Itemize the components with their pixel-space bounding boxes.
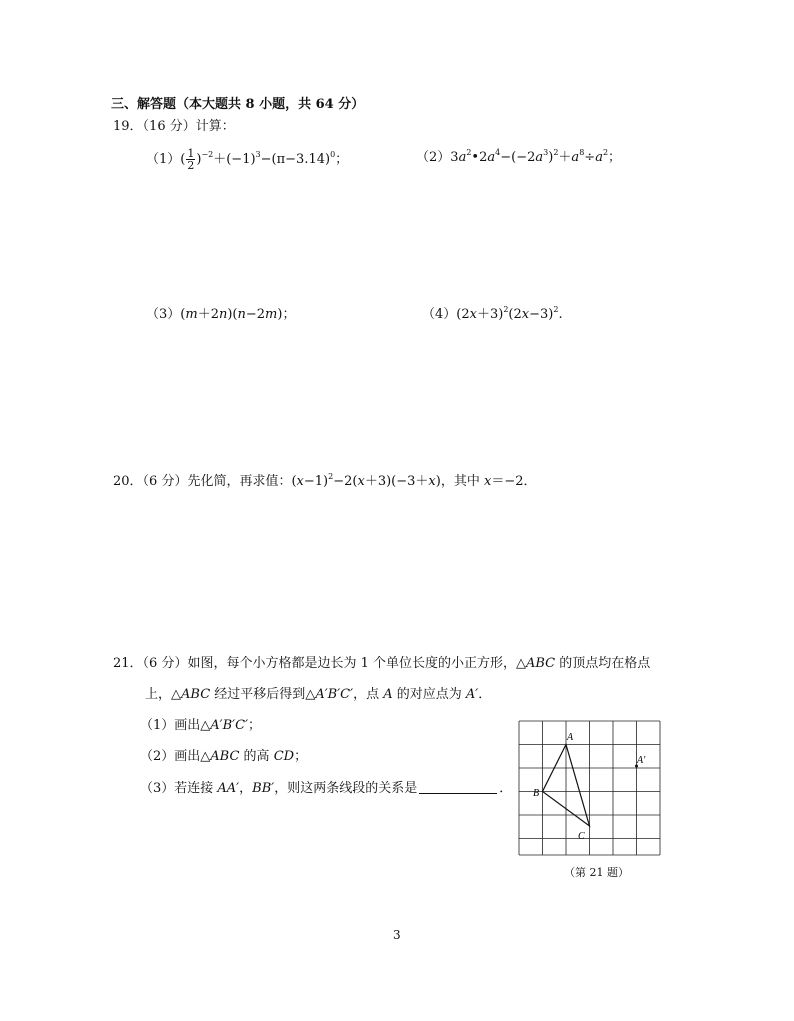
q20-text-b: ，其中	[440, 474, 484, 489]
q20: 20．（6 分）先化简，再求值：$(x-1)^2-2(x+3)(-3+x)$，其中 x＝−2．	[113, 472, 537, 489]
page-number: 3	[393, 928, 401, 942]
q19-part2-label: （2）	[416, 150, 451, 165]
label-a: A	[567, 732, 574, 743]
q21-item2-text: （2）画出	[140, 749, 201, 764]
q21-line2: 上，△ABC 经过平移后得到△A′B′C′，点 A 的对应点为 A′．	[145, 687, 492, 702]
answer-blank[interactable]	[419, 781, 497, 794]
q19-part2: $(2)3a^2•2a^4-(-2a^3)^2+a^8\div a^2$；	[416, 148, 622, 165]
q21-item1: （1）画出△A′B′C′；	[140, 718, 262, 733]
q21-item3: （3）若连接 AA′，BB′，则这两条线段的关系是 ．	[140, 781, 513, 796]
q20-text-c: ．	[523, 474, 537, 489]
q19-intro: （16 分）计算：	[142, 119, 235, 134]
q21-line2-e: ．	[478, 687, 492, 702]
q19-number: 19．	[113, 119, 143, 134]
q20-text-a: （6 分）先化简，再求值：	[142, 474, 292, 489]
q21-line2-c: ，点	[353, 687, 384, 702]
q21-item3-text-b: ，则这两条线段的关系是	[274, 781, 418, 796]
q21-item3-text-c: ．	[499, 781, 513, 796]
label-a-prime: A′	[637, 755, 646, 766]
grid-lines	[519, 721, 660, 855]
q19-part1-label: （1）	[146, 152, 181, 167]
q21-number: 21．	[113, 656, 143, 671]
label-c: C	[578, 831, 585, 842]
q19-part4: $(4)(2x+3)^2(2x-3)^2$.	[422, 305, 563, 322]
q21-line2-d: 的对应点为	[392, 687, 466, 702]
q19-part3: （3）(m＋2n)(n−2m)；	[146, 307, 296, 322]
fraction-one-half: $\frac{1}{2}$	[187, 147, 195, 172]
q21-item1-text: （1）画出	[140, 718, 201, 733]
q21-line1-text-b: 的顶点均在格点	[559, 656, 651, 671]
figure-caption: （第 21 题）	[564, 866, 629, 879]
q21-line1: 21．（6 分）如图，每个小方格都是边长为 1 个单位长度的小正方形，△ABC 的顶点均在格点	[113, 656, 651, 671]
q21-item2-text-b: 的高	[239, 749, 274, 764]
q21-line2-b: 经过平移后得到	[214, 687, 306, 702]
q20-number: 20．	[113, 474, 143, 489]
label-b: B	[533, 788, 540, 799]
q21-line1-text: （6 分）如图，每个小方格都是边长为 1 个单位长度的小正方形，	[142, 656, 516, 671]
q19-part4-label: （4）	[422, 307, 457, 322]
q21-grid-figure	[516, 718, 666, 860]
q19-part3-label: （3）	[146, 307, 181, 322]
q21-line2-a: 上，	[145, 687, 172, 702]
section-header: 三、解答题（本大题共 8 小题，共 64 分）	[111, 97, 365, 112]
q21-item3-text: （3）若连接	[140, 781, 218, 796]
q19-part1: （1）( $\frac{1}{2}$ )$^{-2}+(-1)^3-(\pi-3.14)^0$；	[146, 147, 349, 172]
q21-item2: （2）画出△ABC 的高 CD；	[140, 749, 308, 764]
q19-heading	[113, 120, 235, 133]
